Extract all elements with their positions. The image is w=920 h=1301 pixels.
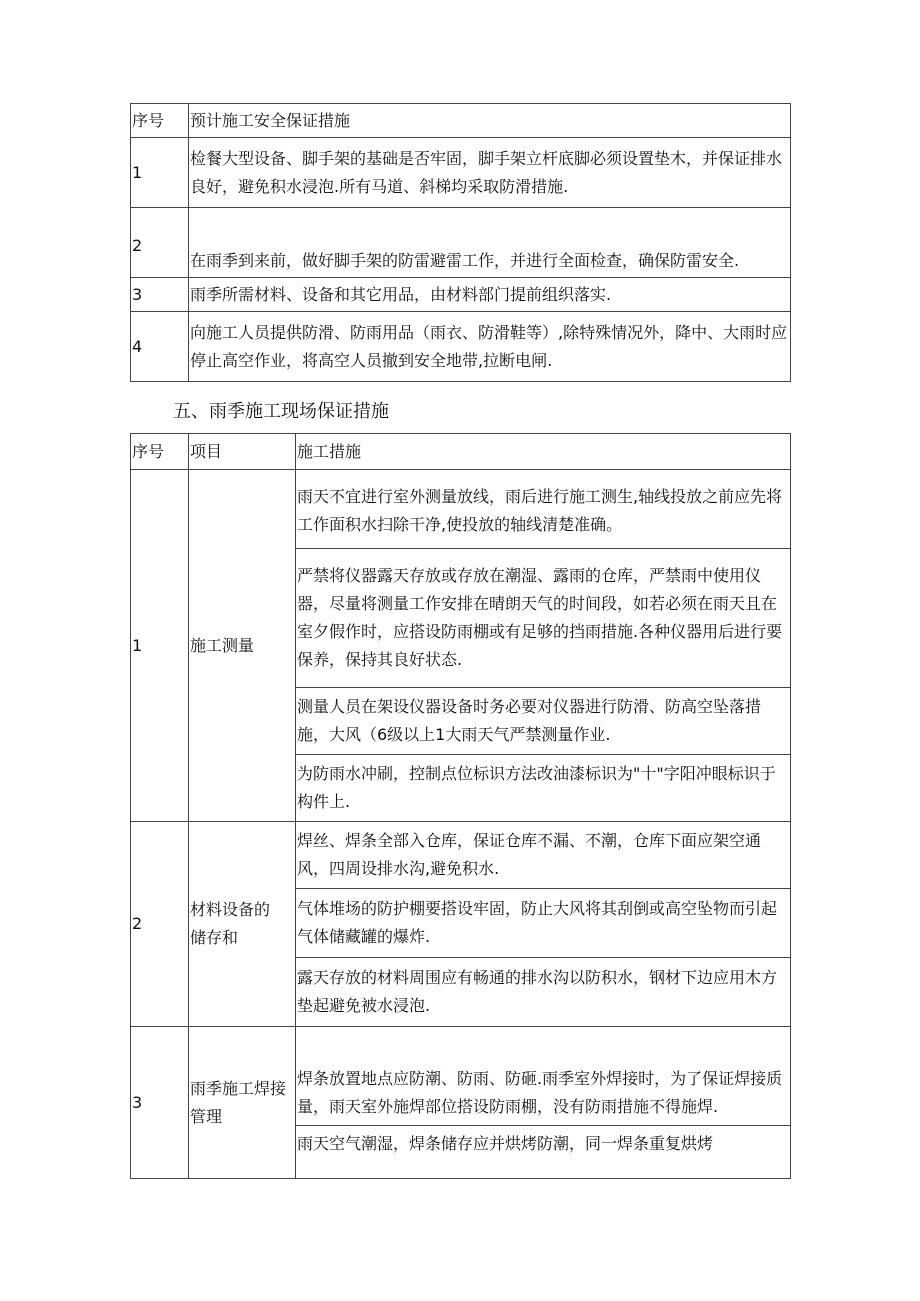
measure-text: 严禁将仪器露天存放或存放在潮湿、露雨的仓库，严禁雨中使用仪器，尽量将测量工作安排在晴朗天气的时间段，如若必须在雨天且在室夕假作时，应搭设防雨棚或有足够的挡雨措施.各种仪器用后进行要保养，保持其良好状态. — [296, 549, 791, 688]
table-row — [131, 470, 791, 549]
measure-text: 雨天不宜进行室外测量放线，雨后进行施工测生,轴线投放之前应先将工作面积水扫除干净,使投放的轴线清楚准确。 — [296, 470, 791, 549]
table-row — [131, 312, 791, 382]
measure-text: 焊条放置地点应防潮、防雨、防砸.雨季室外焊接时，为了保证焊接质量，雨天室外施焊部位搭设防雨棚，没有防雨措施不得施焊. — [296, 1027, 791, 1126]
measure-text: 露天存放的材料周围应有畅通的排水沟以防积水，钢材下边应用木方垫起避免被水浸泡. — [296, 958, 791, 1027]
header-measure: 预计施工安全保证措施 — [189, 104, 791, 138]
table-row — [131, 1027, 791, 1126]
group-item: 雨季施工焊接管理 — [189, 1027, 296, 1179]
header-num: 序号 — [131, 434, 189, 470]
row-num: 1 — [131, 138, 189, 208]
group-num: 1 — [131, 470, 189, 822]
row-text: 雨季所需材料、设备和其它用品，由材料部门提前组织落实. — [189, 278, 791, 312]
measure-text: 雨天空气潮湿，焊条储存应并烘烤防潮，同一焊条重复烘烤 — [296, 1126, 791, 1179]
row-text: 检餐大型设备、脚手架的基础是否牢固，脚手架立杆底脚必须设置垫木，并保证排水良好，避免积水浸泡.所有马道、斜梯均采取防滑措施. — [189, 138, 791, 208]
table-row — [131, 278, 791, 312]
safety-measures-table — [130, 103, 791, 382]
row-text: 向施工人员提供防滑、防雨用品（雨衣、防滑鞋等）,除特殊情况外，降中、大雨时应停止高空作业，将高空人员撤到安全地带,拉断电闸. — [189, 312, 791, 382]
header-item: 项目 — [189, 434, 296, 470]
measure-text: 焊丝、焊条全部入仓库，保证仓库不漏、不潮，仓库下面应架空通风，四周设排水沟,避免积水. — [296, 822, 791, 889]
measure-text: 为防雨水冲刷，控制点位标识方法改油漆标识为"十"字阳冲眼标识于构件上. — [296, 755, 791, 822]
group-num: 2 — [131, 822, 189, 1027]
section-title: 五、雨季施工现场保证措施 — [173, 401, 389, 422]
header-num: 序号 — [131, 104, 189, 138]
table-row — [131, 822, 791, 889]
row-num: 4 — [131, 312, 189, 382]
table-header-row — [131, 104, 791, 138]
row-num: 2 — [131, 208, 189, 278]
group-item: 材料设备的储存和 — [189, 822, 296, 1027]
table-row — [131, 208, 791, 278]
header-measure: 施工措施 — [296, 434, 791, 470]
row-num: 3 — [131, 278, 189, 312]
group-item: 施工测量 — [189, 470, 296, 822]
row-text: 在雨季到来前，做好脚手架的防雷避雷工作，并进行全面检查，确保防雷安全. — [189, 208, 791, 278]
measure-text: 测量人员在架设仪器设备时务必要对仪器进行防滑、防高空坠落措施，大风（6级以上1大雨天气严禁测量作业. — [296, 688, 791, 755]
site-measures-table — [130, 433, 791, 1179]
group-num: 3 — [131, 1027, 189, 1179]
table-row — [131, 138, 791, 208]
measure-text: 气体堆场的防护棚要搭设牢固，防止大风将其刮倒或高空坠物而引起气体储藏罐的爆炸. — [296, 889, 791, 958]
table-header-row — [131, 434, 791, 470]
